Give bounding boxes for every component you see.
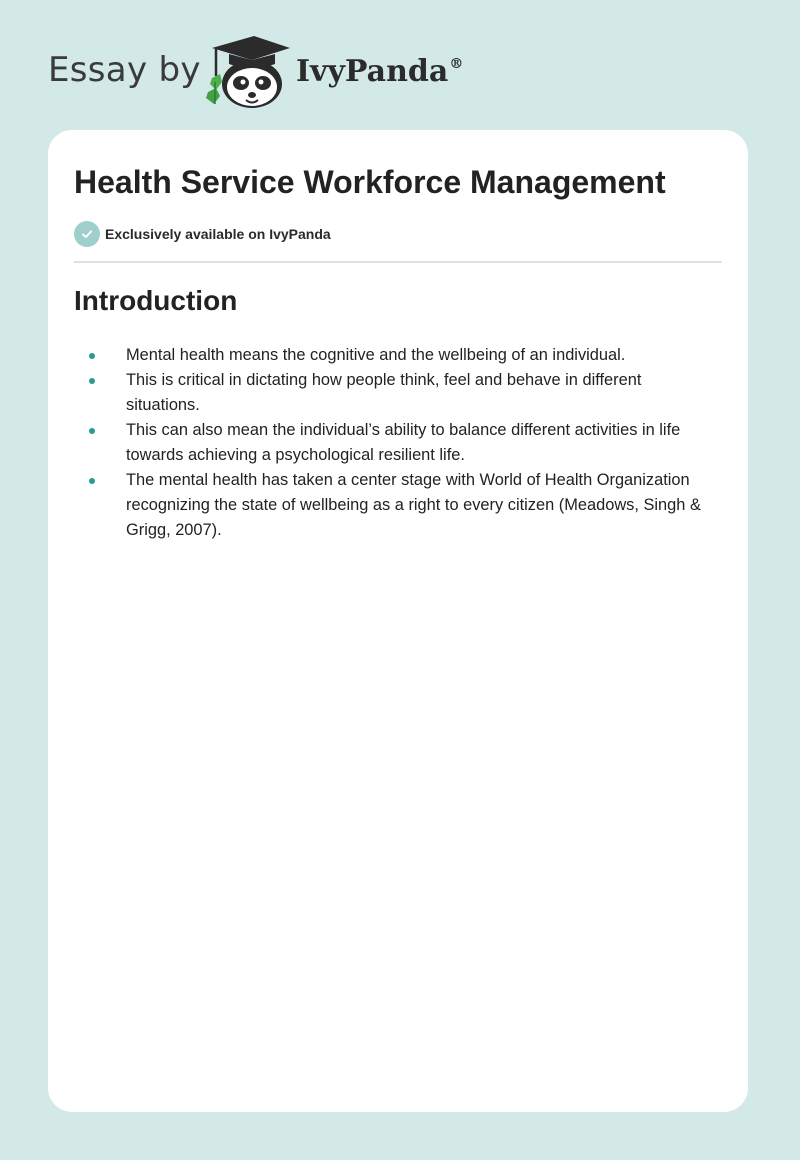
brand-name[interactable]	[296, 54, 463, 89]
check-circle-icon	[74, 221, 100, 247]
list-item-text: This can also mean the individual’s ability to balance different activities in life towards achieving a psychological resilient life.	[126, 421, 681, 464]
registered-mark: ®	[449, 56, 464, 72]
ivypanda-logo-icon[interactable]	[202, 34, 294, 110]
divider	[74, 261, 722, 263]
page-title: Health Service Workforce Management	[74, 164, 666, 200]
badge-text: Exclusively available on IvyPanda	[105, 226, 331, 242]
exclusive-badge	[74, 221, 331, 247]
section-heading: Introduction	[74, 285, 238, 316]
bullet-icon	[89, 428, 95, 434]
brand-text: IvyPanda	[296, 54, 449, 89]
list-item-text: The mental health has taken a center stage with World of Health Organization recognizing the state of wellbeing as a right to every citizen (Meadows, Singh & Grigg, 2007).	[126, 471, 701, 539]
bullet-icon	[89, 353, 95, 359]
bullet-icon	[89, 478, 95, 484]
list-item	[74, 468, 714, 543]
list-item	[74, 368, 714, 418]
list-item-text: Mental health means the cognitive and the wellbeing of an individual.	[126, 346, 626, 364]
essay-card	[48, 130, 748, 1112]
bullet-list	[74, 343, 714, 543]
bullet-icon	[89, 378, 95, 384]
list-item	[74, 418, 714, 468]
essay-by-label: Essay by	[48, 50, 201, 90]
list-item-text: This is critical in dictating how people think, feel and behave in different situations.	[126, 371, 642, 414]
site-header	[48, 34, 548, 114]
list-item	[74, 343, 714, 368]
